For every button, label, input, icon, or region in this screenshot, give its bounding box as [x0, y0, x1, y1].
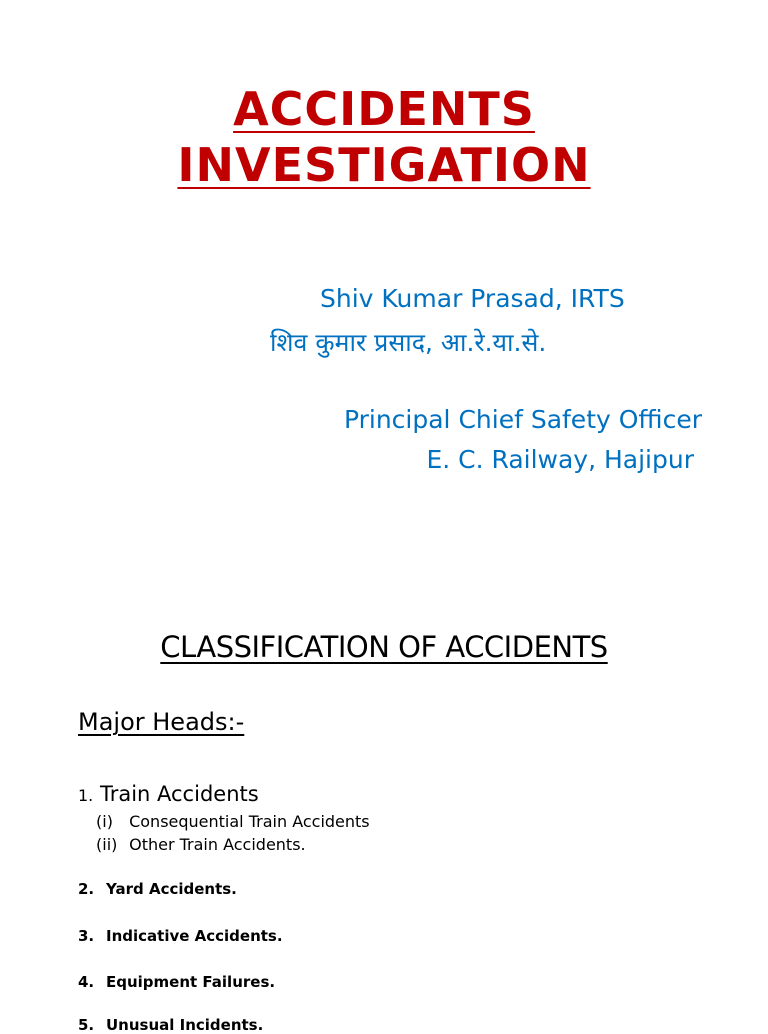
sub-item-consequential [96, 812, 370, 831]
item-label: Train Accidents [99, 782, 259, 806]
sub-item-roman: (i) [96, 812, 113, 831]
item-label: Yard Accidents. [106, 880, 237, 898]
title-line-2: INVESTIGATION [177, 138, 591, 192]
item-label: Unusual Incidents. [106, 1016, 264, 1034]
list-item-train-accidents [78, 782, 259, 806]
item-label: Indicative Accidents. [106, 927, 283, 945]
section-heading: CLASSIFICATION OF ACCIDENTS [160, 630, 608, 664]
title-line-1: ACCIDENTS [233, 82, 535, 136]
item-number: 5. [78, 1016, 95, 1034]
major-heads-label: Major Heads:- [78, 708, 245, 736]
sub-item-label: Other Train Accidents. [129, 835, 306, 854]
item-label: Equipment Failures. [106, 973, 276, 991]
item-number: 4. [78, 973, 95, 991]
author-name-english: Shiv Kumar Prasad, IRTS [320, 284, 625, 313]
list-item-unusual-incidents [78, 1016, 263, 1034]
author-organization: E. C. Railway, Hajipur [426, 445, 694, 474]
sub-item-label: Consequential Train Accidents [129, 812, 370, 831]
list-item-equipment-failures [78, 973, 275, 991]
item-number: 3. [78, 927, 95, 945]
sub-item-roman: (ii) [96, 835, 118, 854]
item-number: 1. [78, 786, 94, 805]
author-designation: Principal Chief Safety Officer [343, 405, 702, 434]
sub-item-other [96, 835, 306, 854]
list-item-indicative-accidents [78, 927, 283, 945]
list-item-yard-accidents [78, 880, 237, 898]
author-name-hindi: शिव कुमार प्रसाद, आ.रे.या.से. [270, 328, 547, 357]
item-number: 2. [78, 880, 95, 898]
